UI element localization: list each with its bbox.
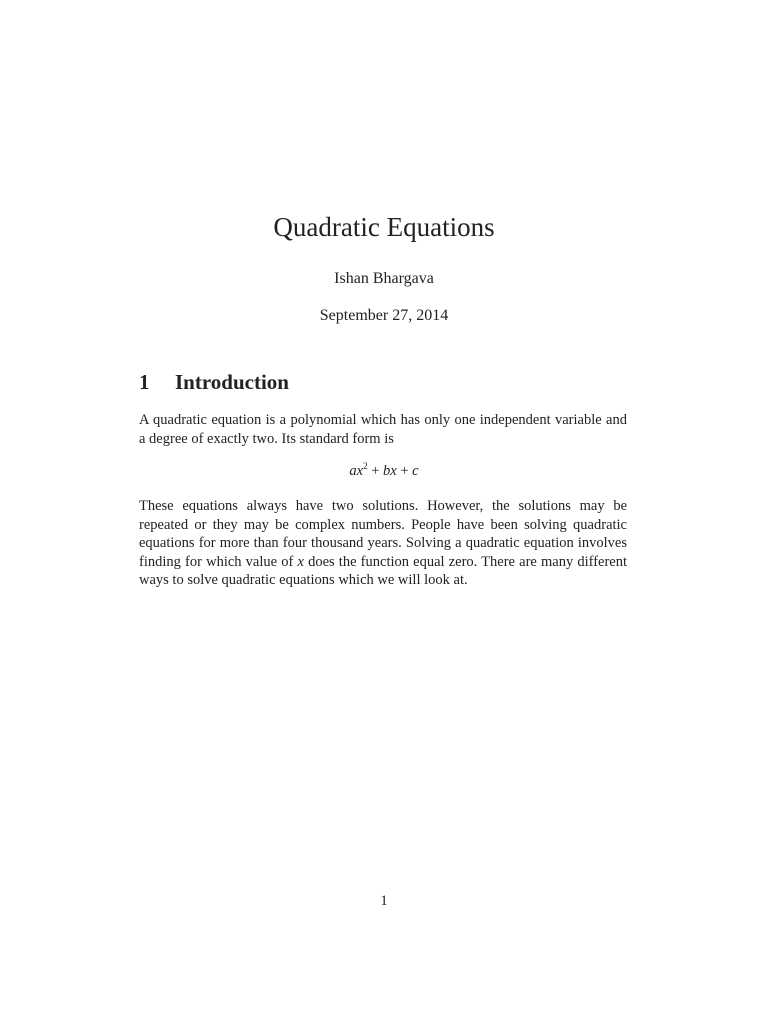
- intro-paragraph-1: A quadratic equation is a polynomial which has only one independent variable and a degree of exactly two. Its standard form is: [139, 412, 627, 447]
- paragraph-2-text-end: does the function equal zero. There are many different ways to solve quadratic equations which we will look at.: [139, 553, 628, 589]
- section-title: Introduction: [175, 370, 289, 394]
- plus-sign-2: +: [396, 463, 413, 479]
- document-author: Ishan Bhargava: [334, 270, 434, 287]
- plus-sign-1: +: [367, 463, 384, 479]
- exponent: 2: [363, 461, 368, 471]
- section-heading: [139, 370, 289, 395]
- section-number: 1: [139, 370, 150, 394]
- paragraph-2-text-start: These equations always have two solutions. However, the solutions may be repeated or they may be complex numbers. People have been solving quadratic equations for more than four thousand years. Solving a quadratic equation involves finding for which value of: [139, 498, 627, 570]
- variable-x-squared: x: [356, 463, 364, 479]
- paragraph-2-variable: x: [297, 553, 304, 570]
- coefficient-b: b: [383, 463, 391, 479]
- document-date: September 27, 2014: [319, 307, 449, 324]
- page-number: 1: [380, 893, 388, 909]
- intro-paragraph-2: [139, 497, 627, 590]
- document-title: Quadratic Equations: [273, 212, 495, 242]
- variable-x: x: [390, 463, 397, 479]
- coefficient-a: a: [349, 463, 357, 479]
- standard-form-equation: [0, 463, 768, 480]
- constant-c: c: [412, 463, 419, 479]
